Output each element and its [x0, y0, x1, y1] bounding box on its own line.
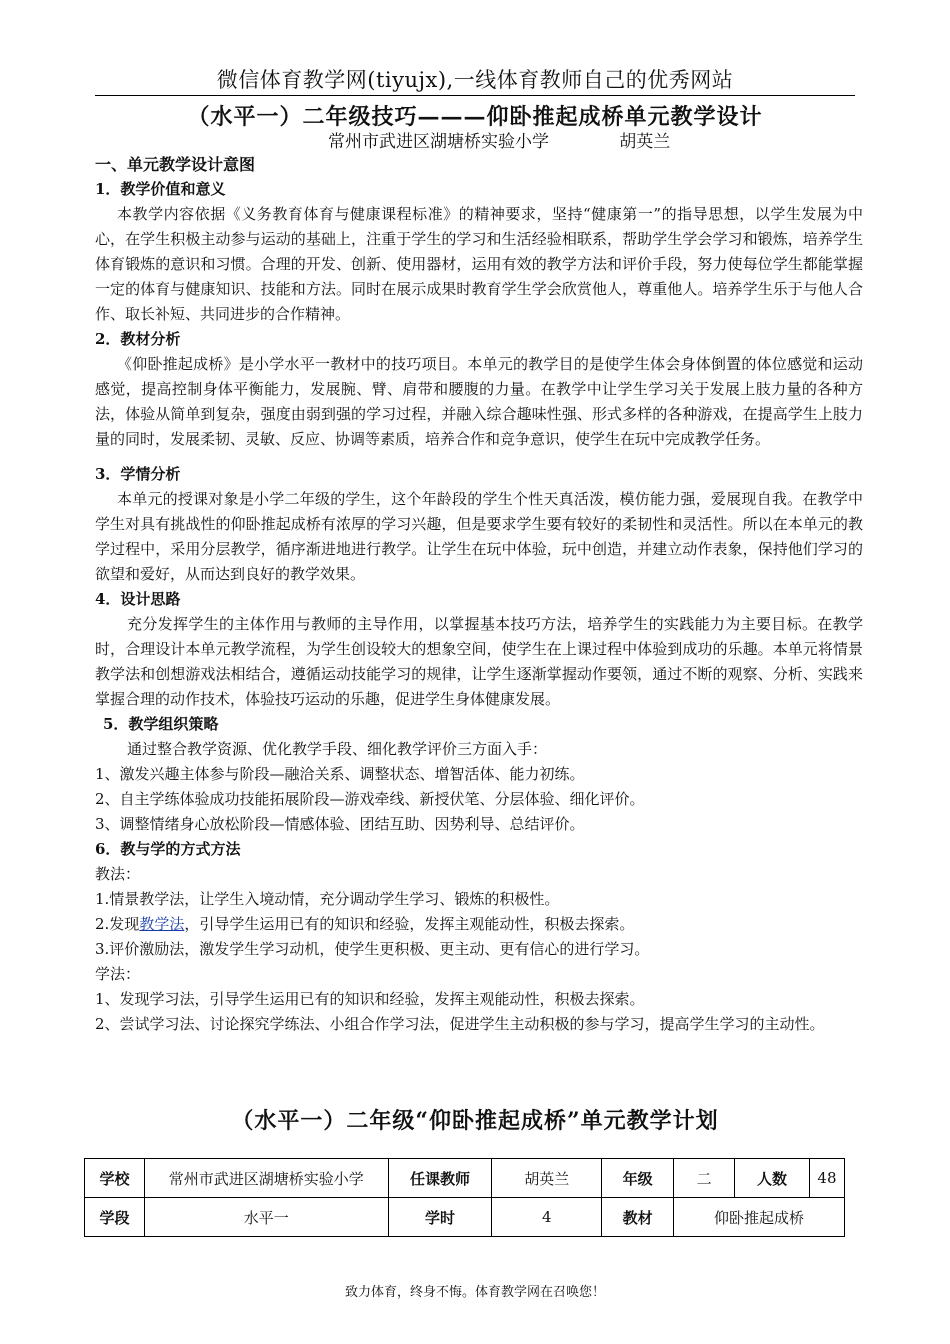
plan-title: （水平一）二年级“仰卧推起成桥”单元教学计划	[231, 1108, 719, 1134]
author-line	[328, 127, 670, 152]
teach-method-prefix: 2.发现	[95, 915, 140, 933]
table-row	[85, 1159, 845, 1198]
teach-method: 1.情景教学法，让学生入境动情，充分调动学生学习、锻炼的积极性。	[95, 890, 560, 908]
learn-method: 2、尝试学习法、讨论探究学练法、小组合作学习法，促进学生主动积极的参与学习，提高学生学习的主动性。	[95, 1015, 825, 1033]
table-cell: 水平一	[144, 1198, 388, 1237]
table-row	[85, 1198, 845, 1237]
paragraph-students: 本单元的授课对象是小学二年级的学生，这个年龄段的学生个性天真活泼，模仿能力强，爱展现自我。在教学中学生对具有挑战性的仰卧推起成桥有浓厚的学习兴趣，但是要求学生要有较好的柔韧性和灵活性。所以在本单元的教学过程中，采用分层教学，循序渐进地进行教学。让学生在玩中体验，玩中创造，并建立动作表象，保持他们学习的欲望和爱好，从而达到良好的教学效果。	[95, 490, 863, 583]
table-cell: 任课教师	[388, 1159, 492, 1198]
page-footer: 致力体育，终身不悔。体育教学网在召唤您！	[344, 1285, 605, 1300]
table-cell: 48	[809, 1159, 844, 1198]
table-cell: 二	[674, 1159, 735, 1198]
subheading-materials: 2．教材分析	[95, 330, 181, 348]
section-heading: 一、单元教学设计意图	[95, 155, 256, 174]
learn-label: 学法：	[95, 965, 141, 983]
strategy-intro: 通过整合教学资源、优化教学手段、细化教学评价三方面入手：	[127, 740, 548, 758]
subheading-students: 3．学情分析	[95, 465, 181, 483]
table-cell: 学校	[85, 1159, 145, 1198]
plan-table	[84, 1158, 845, 1237]
table-cell: 年级	[602, 1159, 674, 1198]
table-cell: 教材	[602, 1198, 674, 1237]
author-name: 胡英兰	[619, 132, 671, 152]
paragraph-materials: 《仰卧推起成桥》是小学水平一教材中的技巧项目。本单元的教学目的是使学生体会身体倒置的体位感觉和运动感觉，提高控制身体平衡能力，发展腕、臂、肩带和腰腹的力量。在教学中让学生学习关于发展上肢力量的各种方法，体验从简单到复杂，强度由弱到强的学习过程，并融入综合趣味性强、形式多样的各种游戏，在提高学生上肢力量的同时，发展柔韧、灵敏、反应、协调等素质，培养合作和竞争意识，使学生在玩中完成教学任务。	[95, 355, 863, 448]
strategy-item: 3、调整情绪身心放松阶段—情感体验、团结互助、因势利导、总结评价。	[95, 815, 585, 833]
site-header: 微信体育教学网(tiyujx),一线体育教师自己的优秀网站	[216, 68, 734, 92]
teach-label: 教法：	[95, 865, 141, 883]
table-cell: 仰卧推起成桥	[674, 1198, 845, 1237]
strategy-item: 1、激发兴趣主体参与阶段—融洽关系、调整状态、增智活体、能力初练。	[95, 765, 585, 783]
paragraph-value: 本教学内容依据《义务教育体育与健康课程标准》的精神要求，坚持“健康第一”的指导思想，以学生发展为中心，在学生积极主动参与运动的基础上，注重于学生的学习和生活经验相联系，帮助学生学会学习和锻炼，培养学生体育锻炼的意识和习惯。合理的开发、创新、使用器材，运用有效的教学方法和评价手段，努力使每位学生都能掌握一定的体育与健康知识、技能和方法。同时在展示成果时教育学生学会欣赏他人，尊重他人。培养学生乐于与他人合作、取长补短、共同进步的合作精神。	[95, 205, 863, 323]
learn-method: 1、发现学习法，引导学生运用已有的知识和经验，发挥主观能动性，积极去探索。	[95, 990, 645, 1008]
subheading-design: 4．设计思路	[95, 590, 181, 608]
document-title: （水平一）二年级技巧———仰卧推起成桥单元教学设计	[187, 104, 763, 130]
subheading-value: 1．教学价值和意义	[95, 180, 226, 198]
table-cell: 常州市武进区湖塘桥实验小学	[144, 1159, 388, 1198]
document-body	[95, 150, 863, 1037]
paragraph-design: 充分发挥学生的主体作用与教师的主导作用，以掌握基本技巧方法，培养学生的实践能力为主要目标。在教学时，合理设计本单元教学流程，为学生创设较大的想象空间，使学生在上课过程中体验到成功的乐趣。本单元将情景教学法和创想游戏法相结合，遵循运动技能学习的规律，让学生逐渐掌握动作要领，通过不断的观察、分析、实践来掌握合理的动作技术，体验技巧运动的乐趣，促进学生身体健康发展。	[95, 615, 863, 708]
school-name: 常州市武进区湖塘桥实验小学	[328, 132, 549, 152]
header-divider	[95, 95, 855, 96]
teach-method: 3.评价激励法，激发学生学习动机，使学生更积极、更主动、更有信心的进行学习。	[95, 940, 650, 958]
teach-method-suffix: ，引导学生运用已有的知识和经验，发挥主观能动性，积极去探索。	[184, 915, 635, 933]
teach-method	[95, 912, 863, 937]
table-cell: 胡英兰	[492, 1159, 602, 1198]
subheading-methods: 6．教与学的方式方法	[95, 840, 241, 858]
table-cell: 学时	[388, 1198, 492, 1237]
strategy-item: 2、自主学练体验成功技能拓展阶段—游戏牵线、新授伏笔、分层体验、细化评价。	[95, 790, 645, 808]
teaching-method-link[interactable]: 教学法	[139, 915, 185, 933]
table-cell: 人数	[735, 1159, 810, 1198]
subheading-strategy: 5．教学组织策略	[103, 715, 219, 733]
table-cell: 4	[492, 1198, 602, 1237]
table-cell: 学段	[85, 1198, 145, 1237]
